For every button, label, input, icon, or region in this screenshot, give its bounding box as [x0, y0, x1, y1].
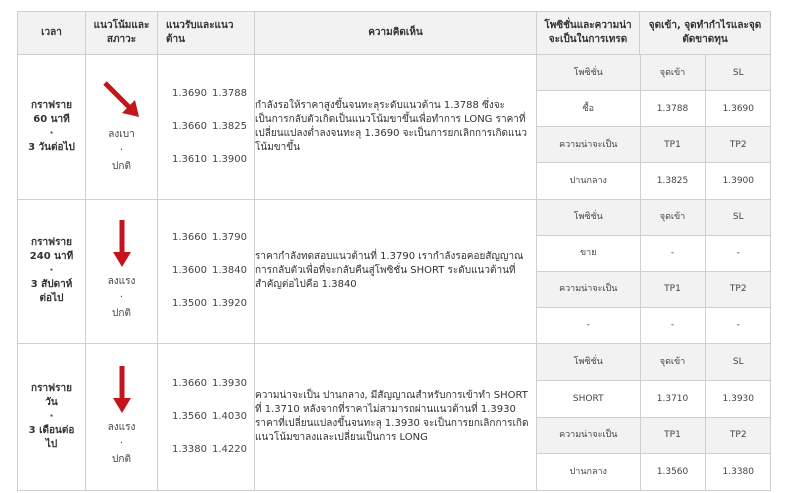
down-arrow-icon [112, 366, 132, 414]
timeframe-cell [18, 55, 86, 200]
position-value: 1.3710 [640, 381, 705, 418]
sr-pair [158, 255, 254, 288]
support-level: 1.3380 [172, 444, 207, 455]
forecast-row [18, 344, 771, 491]
support-resistance-cell [158, 55, 255, 200]
probability-label: ความน่าจะเป็น [537, 271, 640, 307]
timeframe-line: · [49, 411, 54, 422]
position-value: 1.3930 [705, 381, 771, 418]
position-table-row [537, 163, 771, 199]
position-value: 1.3900 [705, 163, 771, 199]
position-table-row [537, 200, 771, 236]
position-table-row [537, 381, 771, 418]
timeframe-line: · [49, 265, 54, 277]
stoploss-label: SL [705, 55, 771, 91]
timeframe-line: วัน [45, 397, 58, 408]
down-arrow-icon [112, 220, 132, 268]
support-level: 1.3660 [172, 378, 207, 389]
position-cell [537, 55, 771, 200]
timeframe-line: 3 วันต่อไป [28, 141, 75, 153]
sr-pair [158, 434, 254, 467]
tp2-label: TP2 [705, 417, 771, 454]
tp2-label: TP2 [705, 127, 771, 163]
position-label: โพซิชั่น [537, 344, 640, 381]
position-value: SHORT [537, 381, 640, 418]
position-value: - [640, 307, 705, 343]
trend-separator: · [119, 144, 124, 156]
trend-strength: ลงแรง [107, 276, 136, 288]
position-cell [537, 344, 771, 491]
down-right-arrow-icon [101, 79, 143, 121]
resistance-level: 1.3825 [212, 120, 247, 132]
forecast-table [17, 11, 771, 491]
position-value: - [705, 235, 771, 271]
position-table-row [537, 344, 771, 381]
resistance-level: 1.3930 [212, 378, 247, 389]
position-label: โพซิชั่น [537, 55, 640, 91]
position-value: 1.3690 [705, 91, 771, 127]
tp2-label: TP2 [705, 271, 771, 307]
comment-text: กำลังรอให้ราคาสูงขึ้นจนทะลุระดับแนวต้าน 1.3788 ซึ่งจะเป็นการกลับตัวเกิดเป็นแนวโน้มขาขึ้นเพื่อทำการ LONG ราคาที่เปลี่ยนแปลงต่ำลงจนทะลุ 1.3690 จะเป็นการยกเลิกการเกิดแนวโน้มขาขึ้น [255, 55, 537, 200]
position-value: - [705, 307, 771, 343]
timeframe-line: 60 นาที [33, 113, 70, 125]
position-table [537, 55, 771, 199]
position-table-row [537, 307, 771, 343]
timeframe-cell [18, 199, 86, 344]
probability-label: ความน่าจะเป็น [537, 417, 640, 454]
header-time: เวลา [18, 12, 86, 55]
position-value: 1.3560 [640, 454, 705, 491]
support-level: 1.3600 [172, 265, 207, 277]
position-value: - [640, 235, 705, 271]
entry-label: จุดเข้า [640, 200, 705, 236]
comment-text: ราคากำลังทดสอบแนวต้านที่ 1.3790 เรากำลังรอคอยสัญญาณการกลับตัวเพื่อที่จะกลับคืนสู่โพซิชั่น SHORT ระดับแนวต้านที่สำคัญต่อไปคือ 1.3840 [255, 199, 537, 344]
timeframe-line: ไป [45, 439, 58, 450]
support-level: 1.3610 [172, 153, 207, 165]
position-table-row [537, 55, 771, 91]
position-table-row [537, 235, 771, 271]
trend-strength: ลงแรง [107, 422, 136, 433]
position-table-row [537, 271, 771, 307]
trend-cell [86, 55, 158, 200]
position-value: ปานกลาง [537, 454, 640, 491]
tp1-label: TP1 [640, 417, 705, 454]
resistance-level: 1.3790 [212, 232, 247, 244]
support-level: 1.3560 [172, 411, 207, 422]
stoploss-label: SL [705, 200, 771, 236]
position-table-row [537, 417, 771, 454]
position-value: ซื้อ [537, 91, 640, 127]
header-trend: แนวโน้มและสภาวะ [86, 12, 158, 55]
position-value: 1.3788 [640, 91, 705, 127]
header-entry: จุดเข้า, จุดทำกำไรและจุดตัดขาดทุน [640, 12, 771, 55]
sr-pair [158, 401, 254, 434]
support-level: 1.3690 [172, 87, 207, 99]
entry-label: จุดเข้า [640, 344, 705, 381]
tp1-label: TP1 [640, 271, 705, 307]
resistance-level: 1.3788 [212, 87, 247, 99]
sr-pair [158, 288, 254, 321]
timeframe-line: ต่อไป [39, 293, 64, 305]
trend-strength: ลงเบา [108, 128, 135, 140]
sr-pair [158, 368, 254, 401]
tp1-label: TP1 [640, 127, 705, 163]
sr-pair [158, 143, 254, 176]
stoploss-label: SL [705, 344, 771, 381]
support-level: 1.3500 [172, 298, 207, 310]
resistance-level: 1.3920 [212, 298, 247, 310]
position-label: โพซิชั่น [537, 200, 640, 236]
position-table-row [537, 91, 771, 127]
entry-label: จุดเข้า [640, 55, 705, 91]
forecast-row [18, 55, 771, 200]
support-resistance-cell [158, 199, 255, 344]
position-table [537, 344, 771, 490]
position-value: ปานกลาง [537, 163, 640, 199]
forecast-row [18, 199, 771, 344]
position-table [537, 200, 771, 344]
resistance-level: 1.4220 [212, 444, 247, 455]
timeframe-line: กราฟราย [31, 237, 72, 249]
sr-pair [158, 77, 254, 110]
timeframe-line: 3 สัปดาห์ [30, 279, 73, 291]
trend-condition: ปกติ [112, 454, 131, 465]
resistance-level: 1.3900 [212, 153, 247, 165]
trend-condition: ปกติ [112, 308, 131, 320]
position-value: 1.3825 [640, 163, 705, 199]
trend-separator: · [119, 292, 124, 304]
timeframe-cell [18, 344, 86, 491]
position-table-row [537, 454, 771, 491]
sr-pair [158, 222, 254, 255]
position-value: - [537, 307, 640, 343]
sr-pair [158, 110, 254, 143]
timeframe-line: กราฟราย [31, 383, 72, 394]
resistance-level: 1.3840 [212, 265, 247, 277]
timeframe-line: 240 นาที [29, 251, 74, 263]
header-position: โพซิชั่นและความน่าจะเป็นในการเทรด [537, 12, 640, 55]
position-value: 1.3380 [705, 454, 771, 491]
support-resistance-cell [158, 344, 255, 491]
comment-text: ความน่าจะเป็น ปานกลาง, มีสัญญาณสำหรับการเข้าทำ SHORT ที่ 1.3710 หลังจากที่ราคาไม่สามารถผ่านแนวต้านที่ 1.3930 ราคาที่เปลี่ยนแปลงขึ้นจนทะลุ 1.3930 จะเป็นการยกเลิกการเกิดแนวโน้มขาลงและเปลี่ยนเป็นการ LONG [255, 344, 537, 491]
support-level: 1.3660 [172, 120, 207, 132]
support-level: 1.3660 [172, 232, 207, 244]
probability-label: ความน่าจะเป็น [537, 127, 640, 163]
trend-separator: · [119, 438, 124, 449]
timeframe-line: · [49, 127, 54, 139]
trend-condition: ปกติ [112, 160, 131, 172]
timeframe-line: 3 เดือนต่อ [28, 425, 75, 436]
position-table-row [537, 127, 771, 163]
timeframe-line: กราฟราย [31, 99, 72, 111]
trend-cell [86, 344, 158, 491]
trend-cell [86, 199, 158, 344]
header-support-resistance: แนวรับและแนวต้าน [158, 12, 255, 55]
position-value: ขาย [537, 235, 640, 271]
header-comment: ความคิดเห็น [255, 12, 537, 55]
position-cell [537, 199, 771, 344]
resistance-level: 1.4030 [212, 411, 247, 422]
